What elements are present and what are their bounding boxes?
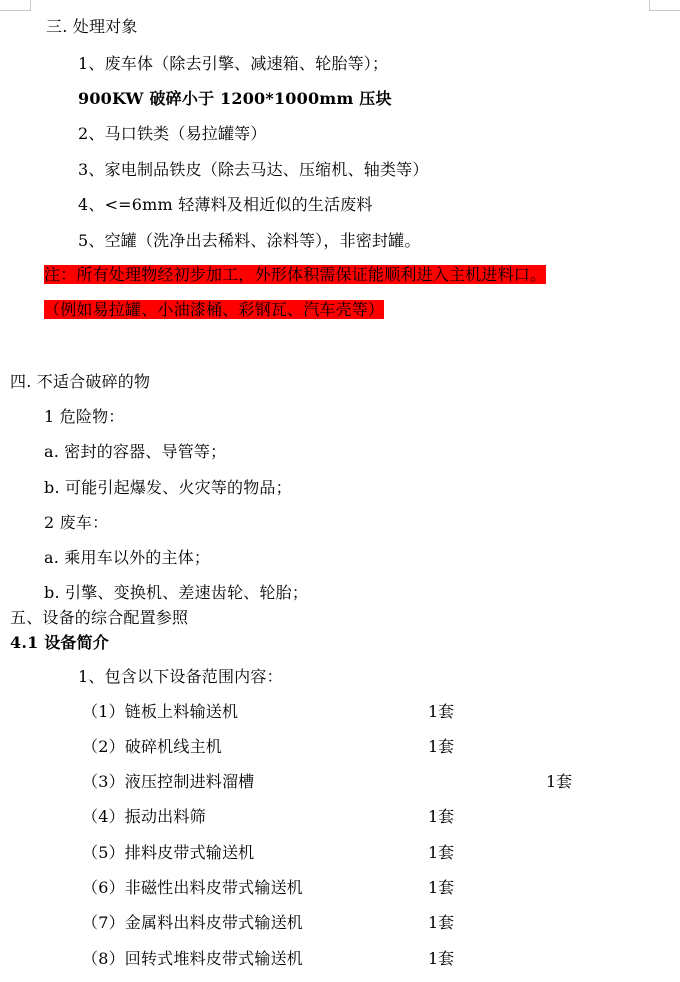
section-4-sub-1-a: a. 密封的容器、导管等； [44,442,227,461]
equipment-qty-2: 1套 [428,737,455,756]
section-3-item-3: 3、家电制品铁皮（除去马达、压缩机、轴类等） [78,160,429,179]
section-4-sub-1: 1 危险物： [44,407,125,426]
section-4-sub-2-a: a. 乘用车以外的主体； [44,548,211,567]
section-3-note-line-1 [44,264,546,286]
equipment-name-8: （8）回转式堆料皮带式输送机 [82,949,303,968]
section-4-sub-1-b: b. 可能引起爆发、火灾等的物品； [44,478,292,497]
section-3-item-1-detail: 900KW 破碎小于 1200*1000mm 压块 [78,89,392,108]
highlighted-note-1: 注：所有处理物经初步加工，外形体积需保证能顺利进入主机进料口。 [44,265,547,284]
section-3-heading: 三. 处理对象 [46,17,138,36]
equipment-name-2: （2）破碎机线主机 [82,737,222,756]
section-3-item-2: 2、马口铁类（易拉罐等） [78,124,267,143]
equipment-qty-7: 1套 [428,913,455,932]
section-3-item-5: 5、空罐（洗净出去稀料、涂料等），非密封罐。 [78,231,421,250]
equipment-qty-6: 1套 [428,878,455,897]
section-4-sub-2: 2 废车： [44,513,109,532]
section-3-note-line-2 [44,299,384,321]
section-4-sub-2-b: b. 引擎、变换机、差速齿轮、轮胎； [44,583,309,602]
equipment-name-4: （4）振动出料筛 [82,807,206,826]
section-3-item-4: 4、<=6mm 轻薄料及相近似的生活废料 [78,195,373,214]
equipment-name-3: （3）液压控制进料溜槽 [82,772,255,791]
page-corner-mark-left [0,0,31,11]
equipment-name-1: （1）链板上料输送机 [82,702,239,721]
equipment-qty-4: 1套 [428,807,455,826]
section-3-item-1: 1、废车体（除去引擎、减速箱、轮胎等）； [78,54,389,73]
equipment-qty-5: 1套 [428,843,455,862]
equipment-name-5: （5）排料皮带式输送机 [82,843,255,862]
section-5-subheading: 4.1 设备简介 [10,633,110,652]
equipment-qty-8: 1套 [428,949,455,968]
section-5-heading: 五、设备的综合配置参照 [10,608,189,627]
section-5-intro: 1、包含以下设备范围内容： [78,667,283,686]
equipment-qty-1: 1套 [428,702,455,721]
equipment-name-6: （6）非磁性出料皮带式输送机 [82,878,303,897]
page-corner-mark-right [649,0,680,11]
equipment-name-7: （7）金属料出料皮带式输送机 [82,913,303,932]
section-4-heading: 四. 不适合破碎的物 [10,372,151,391]
highlighted-note-2: （例如易拉罐、小油漆桶、彩钢瓦、汽车壳等） [44,300,385,319]
equipment-qty-3: 1套 [546,772,573,791]
